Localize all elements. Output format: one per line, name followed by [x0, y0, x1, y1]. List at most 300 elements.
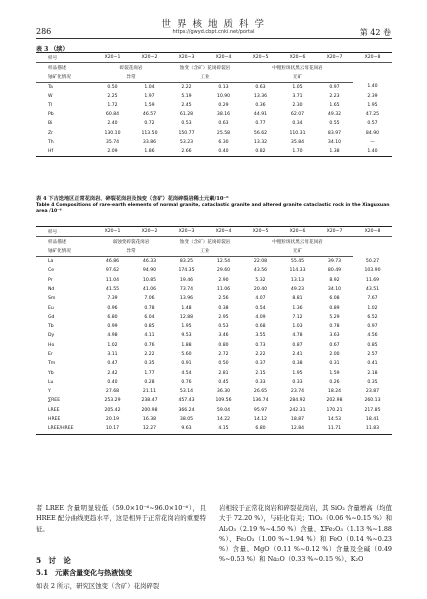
table-cell: 0.68: [255, 324, 266, 330]
table-cell: X20−1: [94, 227, 131, 237]
table-cell: 2.66: [168, 147, 205, 157]
table-cell: 130.10: [104, 130, 121, 136]
table-cell: 97.62: [105, 268, 120, 274]
table-cell: 18.87: [290, 417, 305, 423]
table-cell: 0.41: [367, 361, 378, 367]
table-cell: 205.42: [104, 407, 121, 413]
table-cell: 366.24: [178, 407, 195, 413]
table-cell: 1.97: [144, 93, 155, 99]
table-cell: 3.63: [329, 333, 340, 339]
table-cell: 12.88: [179, 314, 194, 320]
table-cell: 242.31: [289, 407, 306, 413]
table-cell: 4.54: [181, 370, 192, 376]
table-cell: 20.40: [253, 286, 268, 292]
table-cell: 0.77: [255, 121, 266, 127]
row-label: Ta: [48, 84, 53, 90]
table-cell: 9.53: [181, 333, 192, 339]
table-cell: 4.15: [205, 424, 242, 434]
table-cell: 5.32: [255, 277, 266, 283]
table-cell: 6.80: [242, 424, 279, 434]
table-header-row: [36, 227, 392, 237]
row-label: LREE: [48, 407, 60, 413]
table-cell: 2.45: [181, 103, 192, 109]
table-cell: 3.71: [292, 93, 303, 99]
table-cell: 11.04: [105, 277, 120, 283]
table-cell: 6.04: [144, 314, 155, 320]
table-cell: 5.19: [181, 93, 192, 99]
table-cell: 1.86: [131, 147, 168, 157]
table-cell: 284.92: [289, 398, 306, 404]
row-label: Lu: [48, 379, 54, 385]
table-cell: 53.14: [179, 389, 194, 395]
table-cell: 19.46: [179, 277, 194, 283]
table-row: [36, 147, 392, 157]
table-cell: 200.98: [141, 407, 158, 413]
table-row: [36, 415, 392, 424]
row-label: ∑REE: [48, 398, 61, 404]
table-cell: 2.30: [292, 103, 303, 109]
table-row: [36, 331, 392, 340]
table-cell: 0.53: [218, 324, 229, 330]
table-row: [36, 359, 392, 368]
table-cell: 1.72: [107, 103, 118, 109]
table-row: [36, 294, 392, 303]
table-cell: 7.39: [107, 296, 118, 302]
table-cell: 0.99: [107, 324, 118, 330]
row-label: Yb: [48, 370, 54, 376]
table-cell: 2.22: [144, 352, 155, 357]
table-row: [36, 322, 392, 331]
table-cell: 53.23: [179, 139, 194, 145]
table-cell: 13.96: [179, 296, 194, 302]
table-cell: 18.41: [365, 417, 380, 423]
row-label: Y: [48, 389, 51, 395]
row-label: Tl: [48, 103, 53, 109]
table-cell: 46.86: [105, 259, 120, 265]
table-cell: 0.76: [181, 379, 192, 385]
table-cell: 3.55: [255, 333, 266, 339]
table-cell: —: [370, 139, 375, 145]
table-cell: 1.36: [292, 305, 303, 311]
table-cell: 0.72: [144, 121, 155, 127]
table-cell: 0.63: [218, 121, 229, 127]
table-cell: 3.46: [218, 333, 229, 339]
table-cell: 2.41: [292, 352, 303, 357]
table-cell: 55.45: [290, 259, 305, 265]
table-cell: 0.40: [107, 379, 118, 385]
table-cell: 26.65: [253, 389, 268, 395]
table-cell: 38.16: [216, 112, 231, 118]
table-cell: 84.90: [365, 130, 380, 136]
table-cell: 0.80: [218, 342, 229, 348]
table-row: [36, 303, 392, 312]
table-cell: 5.29: [329, 314, 340, 320]
table-cell: 无矿: [242, 72, 353, 82]
table-cell: 114.33: [289, 268, 306, 274]
table-cell: 35.74: [105, 139, 120, 145]
table-cell: 44.91: [253, 112, 268, 118]
table-cell: 0.38: [218, 305, 229, 311]
table-cell: 1.03: [292, 324, 303, 330]
table-cell: 7.12: [292, 314, 303, 320]
table-row: [36, 256, 392, 266]
table-cell: 0.28: [144, 379, 155, 385]
table-cell: 0.55: [329, 121, 340, 127]
volume-label: 第 42 卷: [359, 28, 391, 37]
table-cell: 13.36: [253, 93, 268, 99]
table-cell: 中粗粒斑状黑云母花岗岩: [272, 239, 323, 245]
table-row: [36, 138, 392, 147]
table-cell: 35.84: [290, 139, 305, 145]
table-cell: 7.06: [144, 296, 155, 302]
table-cell: 11.71: [316, 424, 353, 434]
table-cell: 0.35: [367, 379, 378, 385]
table-cell: 0.78: [144, 305, 155, 311]
table-cell: 0.97: [367, 324, 378, 330]
table-cell: 41.55: [105, 286, 120, 292]
body-paragraph-left: 者 LREE 含量明显较低（59.0×10⁻⁶~96.0×10⁻⁶），且 HREE 配分曲线更趋水平，这是相异于正常花岗岩的重要特征。: [36, 504, 206, 533]
table-cell: 2.25: [107, 93, 118, 99]
table3-label: 表 3 （续）: [36, 46, 69, 53]
table-cell: 2.23: [329, 93, 340, 99]
table-cell: 0.40: [205, 147, 242, 157]
table-cell: 0.35: [144, 361, 155, 367]
row-label: Zr: [48, 130, 54, 136]
table-row: [36, 368, 392, 377]
table-cell: 2.81: [218, 370, 229, 376]
table-cell: 6.08: [329, 296, 340, 302]
table-cell: X20−2: [131, 53, 168, 63]
table-cell: 136.74: [252, 398, 269, 404]
row-label: Nd: [48, 286, 55, 292]
table-cell: 49.23: [290, 286, 305, 292]
journal-url[interactable]: https://gwyd.cbpt.cnki.net/portal: [172, 29, 255, 35]
table-cell: X20−7: [316, 53, 353, 63]
table-cell: 46.57: [142, 112, 157, 118]
subsection-heading: 5.1 元素含量变化与热液蚀变: [36, 568, 133, 577]
table-cell: 1.88: [181, 342, 192, 348]
table-row: [36, 266, 392, 275]
table-row: [36, 350, 392, 359]
table-cell: 110.31: [289, 130, 306, 136]
table-cell: 0.54: [255, 305, 266, 311]
table3: [36, 52, 392, 157]
table-cell: 50.27: [365, 258, 380, 264]
row-label: Pb: [48, 112, 54, 118]
table-cell: X20−4: [205, 53, 242, 63]
row-label: Er: [48, 352, 53, 357]
table-header-row: [36, 53, 392, 63]
table-row: [36, 82, 392, 92]
table-cell: 0.37: [255, 361, 266, 367]
table-cell: 8.81: [292, 296, 303, 302]
table-cell: 工业: [168, 247, 242, 257]
table-row: [36, 119, 392, 128]
table-cell: X20−7: [316, 227, 353, 237]
table-cell: 0.47: [107, 361, 118, 367]
table-row: [36, 387, 392, 396]
row-label: 铀矿化情况: [36, 72, 94, 82]
table-cell: 1.02: [107, 342, 118, 348]
row-label: W: [48, 93, 53, 99]
table-cell: 2.22: [181, 84, 192, 90]
table-cell: 0.45: [218, 379, 229, 385]
table-cell: 36.30: [216, 389, 231, 395]
table-cell: 1.59: [329, 370, 340, 376]
table-cell: 1.05: [292, 84, 303, 90]
row-label: 样号: [36, 53, 94, 63]
table-cell: 150.77: [178, 130, 195, 136]
row-label: LREE/HREE: [36, 424, 94, 434]
table-cell: 2.56: [218, 296, 229, 302]
table-cell: 0.73: [255, 342, 266, 348]
table-cell: 蚀变（含矿）花岗碎裂岩: [179, 239, 231, 245]
table-row: [36, 110, 392, 119]
table-cell: 0.57: [367, 121, 378, 127]
row-label: Gd: [48, 314, 55, 320]
table-cell: X20−5: [242, 227, 279, 237]
table-cell: 4.56: [367, 333, 378, 339]
table-cell: 2.72: [218, 352, 229, 357]
table-cell: 1.40: [367, 84, 378, 90]
table-cell: 2.09: [94, 147, 131, 157]
table-cell: 43.51: [365, 286, 380, 292]
table-cell: 1.02: [367, 305, 378, 311]
table-cell: 47.25: [365, 112, 380, 118]
table-cell: 碎裂花岗岩: [119, 65, 143, 71]
table-cell: X20−3: [168, 227, 205, 237]
table-cell: 34.10: [327, 139, 342, 145]
table-cell: 0.82: [242, 147, 279, 157]
table-row: [36, 101, 392, 110]
table-cell: 10.17: [94, 424, 131, 434]
table-group-row: [36, 72, 392, 82]
table-cell: 2.42: [107, 370, 118, 376]
table-cell: 0.87: [292, 342, 303, 348]
table-cell: 7.67: [367, 296, 378, 302]
table-cell: 34.10: [327, 286, 342, 292]
table-cell: X20−3: [168, 53, 205, 63]
table-cell: 260.13: [364, 398, 381, 404]
table-cell: 1.04: [144, 84, 155, 90]
table-cell: X20−1: [94, 53, 131, 63]
table-cell: 0.96: [107, 305, 118, 311]
table-cell: 1.70: [279, 147, 316, 157]
table-cell: 46.33: [142, 259, 157, 265]
row-label: 样号: [36, 227, 94, 237]
table-cell: 0.50: [107, 84, 118, 90]
table-cell: 6.30: [218, 139, 229, 145]
table-cell: 0.34: [292, 121, 303, 127]
row-label: 铀矿化情况: [36, 247, 94, 257]
table-cell: 170.21: [326, 407, 343, 413]
table-cell: 0.89: [329, 305, 340, 311]
table-cell: 0.63: [255, 84, 266, 90]
table-cell: 11.69: [365, 277, 380, 283]
table-row: [36, 129, 392, 138]
table-cell: 0.26: [329, 379, 340, 385]
section-heading: 5 讨 论: [36, 556, 71, 565]
table-cell: 41.06: [142, 286, 157, 292]
table-cell: 1.65: [329, 103, 340, 109]
table-cell: 1.77: [144, 370, 155, 376]
table-cell: 1.95: [292, 370, 303, 376]
table-cell: 11.06: [216, 286, 231, 292]
table-cell: X20−4: [205, 227, 242, 237]
table-cell: 0.33: [255, 379, 266, 385]
table-cell: 1.59: [144, 103, 155, 109]
table-cell: 20.19: [105, 417, 120, 423]
table-cell: 21.11: [142, 389, 157, 395]
table-cell: 11.83: [353, 424, 392, 434]
table-cell: 0.13: [218, 84, 229, 90]
table-row: [36, 92, 392, 101]
table-cell: 0.85: [367, 342, 378, 348]
table-cell: 62.07: [290, 112, 305, 118]
table-cell: 457.43: [178, 398, 195, 404]
table-row: [36, 285, 392, 294]
row-label: La: [48, 259, 54, 265]
row-label: Tb: [48, 324, 54, 330]
row-label: Hf: [36, 147, 94, 157]
table-cell: 2.22: [255, 352, 266, 357]
table-cell: 38.05: [179, 417, 194, 423]
table-group-row: [36, 237, 392, 247]
table-row: [36, 406, 392, 415]
table-cell: 83.97: [327, 130, 342, 136]
body-paragraph-right: 岩相较于正常花岗岩和碎裂花岗岩，其 SiO₂ 含量增高（均值大于 72.20 %），与硅化有关；TiO₂（0.06 %~0.15 %）和 Al₂O₃（2.19 %~4.50 %）含量、ΣFe₂O₃（1.13 %~1.88 %）、Fe₂O₃（1.00 %~1.94 %）和 FeO（0.14 %~0.23 %）含量、MgO（0.11 %~0.12 %）含量及全碱（0.49 %~0.53 %）和 Na₂O（0.33 %~0.15 %）、K₂O: [219, 504, 392, 564]
table-cell: 4.11: [144, 333, 155, 339]
table-cell: 蚀变（含矿）花岗碎裂岩: [179, 65, 231, 71]
table-cell: 异常: [94, 72, 168, 82]
table-cell: 2.18: [367, 370, 378, 376]
table-row: [36, 378, 392, 387]
table-cell: 13.13: [290, 277, 305, 283]
table-cell: 103.90: [364, 268, 381, 274]
table-row: [36, 424, 392, 434]
table-cell: 0.38: [292, 361, 303, 367]
table4: [36, 226, 392, 435]
row-label: 样品描述: [48, 65, 67, 71]
table-cell: 3.11: [107, 352, 118, 357]
table-cell: 49.32: [327, 112, 342, 118]
table-cell: 1.95: [367, 103, 378, 109]
table-cell: X20−6: [279, 53, 316, 63]
table-row: [36, 341, 392, 350]
table-cell: 29.60: [216, 268, 231, 274]
table-cell: 1.40: [353, 147, 392, 157]
table-cell: 0.29: [218, 103, 229, 109]
table-cell: 80.49: [327, 268, 342, 274]
table-cell: 39.73: [327, 259, 342, 265]
row-label: HREE: [48, 417, 61, 423]
table4-caption-en: Table 4 Compositions of rare-earth elements of normal granite, cataclastic granite and altered granite cataclastic rock in the Xiaguxuan area /10⁻⁶: [36, 203, 390, 215]
table-cell: 12.54: [216, 259, 231, 265]
table-cell: X20−5: [242, 53, 279, 63]
table-cell: 异常: [94, 247, 168, 257]
table-cell: 0.85: [144, 324, 155, 330]
table-cell: X20−8: [353, 227, 392, 237]
table-cell: 0.50: [218, 361, 229, 367]
table-cell: 113.50: [141, 130, 158, 136]
table-cell: 4.98: [107, 333, 118, 339]
row-label: Tm: [48, 361, 56, 367]
table-cell: 6.52: [367, 314, 378, 320]
table-cell: 18.24: [327, 389, 342, 395]
table-cell: 2.15: [255, 370, 266, 376]
table-cell: 73.74: [179, 286, 194, 292]
table-cell: X20−6: [279, 227, 316, 237]
table-cell: 4.07: [255, 296, 266, 302]
row-label: Bi: [48, 121, 53, 127]
row-label: Ho: [48, 342, 55, 348]
table-cell: 202.98: [326, 398, 343, 404]
table-cell: 2.39: [367, 93, 378, 99]
table-cell: 238.47: [141, 398, 158, 404]
row-label: Eu: [48, 305, 54, 311]
table-cell: 2.90: [218, 277, 229, 283]
table-cell: 0.33: [292, 379, 303, 385]
table-cell: 工业: [168, 72, 242, 82]
table-cell: 0.76: [144, 342, 155, 348]
table-cell: 0.36: [255, 103, 266, 109]
row-label: Sm: [48, 296, 56, 302]
table4-caption-cn: 表 4 下古迭地区正常花岗岩、碎裂花岗岩及蚀变（含矿）花岗碎裂岩稀土元素/10⁻⁶: [36, 196, 229, 202]
table-cell: 0.91: [181, 361, 192, 367]
table-cell: 1.48: [181, 305, 192, 311]
table-cell: 2.57: [367, 352, 378, 357]
table-cell: 61.28: [179, 112, 194, 118]
row-label: Ce: [48, 268, 55, 274]
table-cell: 109.56: [215, 398, 232, 404]
table-cell: 10.85: [142, 277, 157, 283]
table-cell: 43.56: [253, 268, 268, 274]
table-cell: 0.97: [329, 84, 340, 90]
row-label: Dy: [48, 333, 55, 339]
header-rule: [36, 38, 392, 39]
table-cell: 14.53: [327, 417, 342, 423]
table-cell: 95.97: [253, 407, 268, 413]
table-cell: 94.90: [142, 268, 157, 274]
table-cell: 0.53: [181, 121, 192, 127]
table-cell: 253.29: [104, 398, 121, 404]
table-cell: 0.31: [329, 361, 340, 367]
table-cell: 25.58: [216, 130, 231, 136]
table-cell: 22.08: [253, 259, 268, 265]
table-cell: 12.84: [279, 424, 316, 434]
table-cell: X20−2: [131, 227, 168, 237]
table-cell: 0.67: [329, 342, 340, 348]
table-cell: 2.95: [218, 314, 229, 320]
table-cell: 83.25: [179, 259, 194, 265]
table-cell: 23.87: [365, 389, 380, 395]
table-cell: 8.92: [329, 277, 340, 283]
table-cell: 27.68: [105, 389, 120, 395]
table-group-row: [36, 247, 392, 257]
table-cell: 10.90: [216, 93, 231, 99]
table-cell: 217.85: [364, 407, 381, 413]
table-group-row: [36, 63, 392, 73]
table-cell: 0.78: [329, 324, 340, 330]
table-cell: 16.38: [142, 417, 157, 423]
table-cell: 33.86: [142, 139, 157, 145]
table-cell: 2.00: [329, 352, 340, 357]
table-cell: 14.22: [216, 417, 231, 423]
table-cell: 56.62: [253, 130, 268, 136]
table-cell: 4.09: [255, 314, 266, 320]
table-cell: 59.04: [216, 407, 231, 413]
table-cell: 中粗粒斑状黑云母花岗岩: [272, 65, 323, 71]
